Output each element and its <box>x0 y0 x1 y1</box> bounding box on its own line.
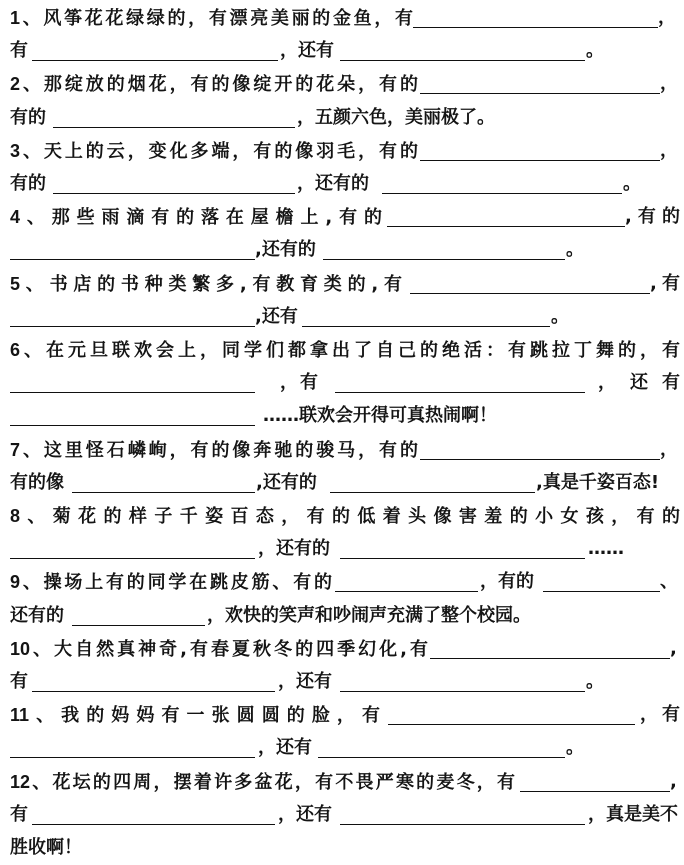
answer-blank[interactable] <box>72 607 205 626</box>
question-number: 8 <box>10 506 21 526</box>
question-text: 。 <box>586 40 604 62</box>
question-number: 7 <box>10 439 21 460</box>
worksheet-line <box>0 437 684 463</box>
question-text: ，还有的 <box>297 173 369 194</box>
question-text: 、在元旦联欢会上，同学们都拿出了自己的绝活：有跳拉丁舞的，有 <box>20 340 680 361</box>
question-text: ，五颜六色，美丽极了。 <box>297 106 495 128</box>
worksheet-line <box>0 403 684 429</box>
answer-blank[interactable] <box>323 241 565 260</box>
question-text: ，欢快的笑声和吵闹声充满了整个校园。 <box>207 604 531 626</box>
answer-blank[interactable] <box>420 75 660 94</box>
answer-blank[interactable] <box>335 573 478 592</box>
answer-blank[interactable] <box>430 640 670 659</box>
answer-blank[interactable] <box>520 773 670 792</box>
answer-blank[interactable] <box>543 573 660 592</box>
answer-blank[interactable] <box>335 374 585 393</box>
answer-blank[interactable] <box>32 806 275 825</box>
worksheet-line <box>0 237 684 263</box>
question-text: ，还有 <box>258 737 312 759</box>
worksheet-line <box>0 835 684 861</box>
question-text: ， <box>658 7 676 28</box>
answer-blank[interactable] <box>340 540 585 559</box>
worksheet-line <box>0 337 684 363</box>
question-prompt <box>10 204 382 230</box>
question-number: 6 <box>10 340 21 360</box>
answer-blank[interactable] <box>330 474 535 493</box>
answer-blank[interactable] <box>10 540 255 559</box>
worksheet-line <box>0 569 684 595</box>
question-text: ，还有 <box>278 671 332 692</box>
question-text: 还有 <box>630 372 680 394</box>
question-prompt <box>10 769 515 795</box>
worksheet-line <box>0 138 684 164</box>
question-text: 、花坛的四周，摆着许多盆花，有不畏严寒的麦冬，有 <box>30 771 515 793</box>
worksheet-line <box>0 536 684 562</box>
question-text: 有的 <box>10 173 46 194</box>
question-text: 、我的妈妈有一张圆圆的脸，有 <box>29 705 380 727</box>
question-number: 10 <box>10 638 31 659</box>
question-text: 有 <box>10 671 28 692</box>
question-text: 有 <box>10 40 28 62</box>
question-text: 、那绽放的烟花，有的像绽开的花朵，有的 <box>20 74 418 96</box>
question-text: ,还有的 <box>256 471 317 493</box>
question-text: 还有的 <box>10 604 64 626</box>
worksheet-line <box>0 171 684 197</box>
question-text: 、这里怪石嶙峋，有的像奔驰的骏马，有的 <box>20 439 418 461</box>
question-text: 、操场上有的同学在跳皮筋、有的 <box>20 572 332 594</box>
answer-blank[interactable] <box>410 275 650 294</box>
question-text: ，有的 <box>480 571 534 593</box>
question-text: ， <box>660 139 678 161</box>
worksheet-line <box>0 105 684 131</box>
question-text: ,还有 <box>255 305 298 327</box>
answer-blank[interactable] <box>10 374 255 393</box>
question-text: 有 <box>300 372 318 394</box>
answer-blank[interactable] <box>413 9 658 28</box>
answer-blank[interactable] <box>420 441 660 460</box>
answer-blank[interactable] <box>32 42 278 61</box>
question-prompt <box>10 437 418 463</box>
question-text: 、 <box>660 571 678 593</box>
question-text: 。 <box>586 671 604 692</box>
question-number: 12 <box>10 771 31 792</box>
question-text: 有 <box>10 803 28 825</box>
worksheet-line <box>0 603 684 629</box>
question-prompt <box>10 702 380 728</box>
worksheet-line <box>0 735 684 761</box>
worksheet-line <box>0 769 684 795</box>
question-text: ，还有的 <box>258 538 330 560</box>
question-text: …… <box>588 538 624 560</box>
question-text: 、大自然真神奇,有春夏秋冬的四季幻化,有 <box>30 638 428 660</box>
answer-blank[interactable] <box>382 175 622 194</box>
worksheet-line <box>0 503 684 529</box>
answer-blank[interactable] <box>340 806 585 825</box>
answer-blank[interactable] <box>318 739 565 758</box>
question-text: ,真是千姿百态! <box>536 471 660 493</box>
question-text: ， <box>660 438 678 460</box>
question-text: ，还有 <box>278 803 332 825</box>
question-text: 有的像 <box>10 471 64 493</box>
answer-blank[interactable] <box>340 673 585 692</box>
answer-blank[interactable] <box>340 42 585 61</box>
question-text: , <box>670 770 677 792</box>
answer-blank[interactable] <box>72 474 255 493</box>
question-prompt <box>10 71 418 97</box>
question-text: 。 <box>551 305 569 327</box>
question-text: , <box>670 637 677 659</box>
question-text: ，真是美不 <box>588 803 678 825</box>
question-text: ，有 <box>640 704 680 726</box>
worksheet-line <box>0 271 684 297</box>
answer-blank[interactable] <box>53 175 295 194</box>
worksheet-line <box>0 702 684 728</box>
question-text: 胜收啊！ <box>10 837 82 858</box>
question-text: ,还有的 <box>255 239 316 261</box>
answer-blank[interactable] <box>10 407 255 426</box>
answer-blank[interactable] <box>10 241 255 260</box>
worksheet-line <box>0 304 684 330</box>
answer-blank[interactable] <box>302 308 550 327</box>
question-number: 4 <box>10 207 21 228</box>
worksheet-line <box>0 71 684 97</box>
answer-blank[interactable] <box>387 208 625 227</box>
worksheet-line <box>0 38 684 64</box>
question-number: 11 <box>10 705 30 726</box>
worksheet-line <box>0 5 684 31</box>
question-prompt <box>10 569 332 595</box>
question-text: ，还有 <box>280 40 334 62</box>
question-number: 9 <box>10 572 21 593</box>
question-text: 。 <box>623 173 641 194</box>
question-prompt <box>10 503 680 529</box>
question-text: 。 <box>566 239 584 261</box>
question-text: 、书店的书种类繁多,有教育类的,有 <box>20 273 402 295</box>
question-prompt <box>10 337 680 363</box>
worksheet-line <box>0 204 684 230</box>
answer-blank[interactable] <box>10 739 255 758</box>
question-text: 有的 <box>10 106 46 128</box>
question-text: ， <box>598 372 616 394</box>
question-number: 2 <box>10 74 21 95</box>
question-prompt <box>10 636 428 662</box>
question-text: 、那些雨滴有的落在屋檐上,有的 <box>20 207 382 229</box>
question-text: 、天上的云，变化多端，有的像羽毛，有的 <box>20 140 418 162</box>
worksheet-line <box>0 669 684 695</box>
question-text: ， <box>280 372 298 394</box>
question-prompt <box>10 138 418 164</box>
answer-blank[interactable] <box>10 308 255 327</box>
worksheet-line <box>0 636 684 662</box>
question-number: 3 <box>10 140 21 161</box>
worksheet-line <box>0 470 684 496</box>
question-prompt <box>10 5 413 31</box>
question-number: 1 <box>10 8 21 28</box>
question-prompt <box>10 271 402 297</box>
question-text: ……联欢会开得可真热闹啊！ <box>263 405 497 427</box>
question-text: ， <box>660 73 678 95</box>
question-number: 5 <box>10 273 21 294</box>
question-text: ,有 <box>650 272 680 294</box>
answer-blank[interactable] <box>420 142 660 161</box>
question-text: 、风筝花花绿绿的，有漂亮美丽的金鱼，有 <box>20 8 413 29</box>
question-text: 。 <box>566 737 584 759</box>
worksheet-line <box>0 370 684 396</box>
answer-blank[interactable] <box>388 706 635 725</box>
answer-blank[interactable] <box>32 673 275 692</box>
question-text: ,有的 <box>625 206 680 228</box>
answer-blank[interactable] <box>53 109 295 128</box>
worksheet-line <box>0 802 684 828</box>
question-text: 、菊花的样子千姿百态，有的低着头像害羞的小女孩，有的 <box>20 506 680 527</box>
